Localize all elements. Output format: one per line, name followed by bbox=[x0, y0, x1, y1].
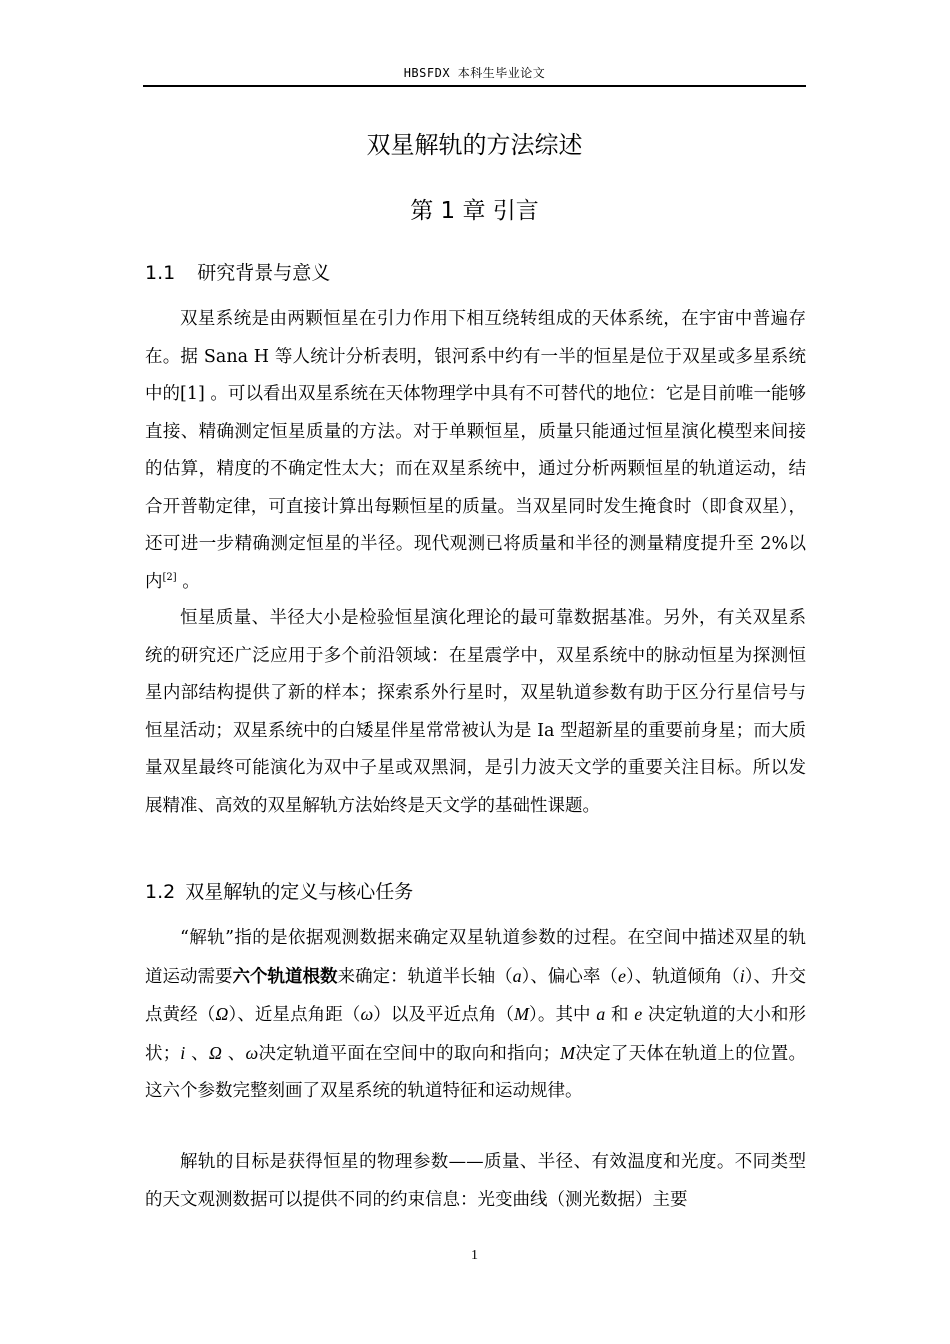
paragraph-1-1-1 bbox=[145, 301, 806, 601]
symbol-a: a bbox=[512, 965, 522, 986]
paragraph-text: 双星系统是由两颗恒星在引力作用下相互绕转组成的天体系统，在宇宙中普遍存在。据 Sana H 等人统计分析表明，银河系中约有一半的恒星是位于双星或多星系统中的[1] 。可以看出双星系统在天体物理学中具有不可替代的地位：它是目前唯一能够直接、精确测定恒星质量的方法。对于单颗恒星，质量只能通过恒星演化模型来间接的估算，精度的不确定性太大；而在双星系统中，通过分析两颗恒星的轨道运动，结合开普勒定律，可直接计算出每颗恒星的质量。当双星同时发生掩食时（即食双星），还可进一步精确测定恒星的半径。现代观测已将质量和半径的测量精度提升至 2%以内 bbox=[145, 309, 806, 592]
page-number: 1 bbox=[471, 1248, 478, 1263]
symbol-m: M bbox=[513, 1004, 529, 1024]
paragraph-text: ）、近星点角距（ bbox=[228, 1005, 361, 1025]
paragraph-1-2-2 bbox=[145, 1144, 806, 1219]
paragraph-text: 决定轨道的大小和形状； bbox=[145, 1005, 807, 1064]
paragraph-text: 解轨的目标是获得恒星的物理参数——质量、半径、有效温度和光度。不同类型的天文观测数据可以提供不同的约束信息：光变曲线（测光数据）主要 bbox=[145, 1152, 806, 1210]
paragraph-text: 。 bbox=[176, 571, 200, 592]
symbol-m: M bbox=[560, 1042, 576, 1063]
paragraph-text: ）、轨道倾角（ bbox=[625, 966, 740, 987]
section-number: 1.1 bbox=[145, 262, 176, 284]
paragraph-text: ）、升交点黄经（ bbox=[145, 966, 807, 1025]
symbol-i: i bbox=[180, 1042, 186, 1063]
symbol-a: a bbox=[596, 1004, 606, 1024]
paragraph-text: ）以及平近点角（ bbox=[373, 1005, 514, 1025]
symbol-omega-lower: ω bbox=[360, 1004, 374, 1024]
paragraph-text: “解轨”指的是依据观测数据来确定双星轨道参数的过程。在空间中描述双星的轨道运动需要 bbox=[145, 928, 806, 987]
running-header: HBSFDX 本科生毕业论文 bbox=[403, 66, 546, 80]
bold-term: 六个轨道根数 bbox=[232, 966, 338, 987]
chapter-heading: 第 1 章 引言 bbox=[410, 198, 539, 224]
symbol-i: i bbox=[739, 965, 745, 986]
paragraph-1-2-1 bbox=[145, 920, 806, 1111]
citation-ref: [2] bbox=[162, 571, 177, 583]
paragraph-text: 和 bbox=[605, 1005, 635, 1025]
header-rule bbox=[143, 85, 806, 87]
paragraph-text: 、 bbox=[221, 1043, 246, 1064]
paragraph-text: 、 bbox=[185, 1043, 209, 1064]
section-title: 双星解轨的定义与核心任务 bbox=[185, 881, 414, 903]
symbol-omega-upper: Ω bbox=[215, 1004, 229, 1024]
paragraph-text: ）、偏心率（ bbox=[521, 966, 618, 987]
paragraph-text: 决定了天体在轨道上的位置。这六个参数完整刻画了双星系统的轨道特征和运动规律。 bbox=[145, 1043, 807, 1101]
paragraph-text: 来确定：轨道半长轴（ bbox=[337, 966, 513, 987]
paragraph-1-1-2 bbox=[145, 600, 806, 825]
symbol-omega-upper: Ω bbox=[208, 1042, 222, 1063]
section-heading-1-2 bbox=[145, 877, 413, 904]
paragraph-text: 恒星质量、半径大小是检验恒星演化理论的最可靠数据基准。另外，有关双星系统的研究还广泛应用于多个前沿领域：在星震学中，双星系统中的脉动恒星为探测恒星内部结构提供了新的样本；探索系外行星时，双星轨道参数有助于区分行星信号与恒星活动；双星系统中的白矮星伴星常常被认为是 Ia 型超新星的重要前身星；而大质量双星最终可能演化为双中子星或双黑洞，是引力波天文学的重要关注目标。所以发展精准、高效的双星解轨方法始终是天文学的基础性课题。 bbox=[145, 608, 806, 816]
section-title: 研究背景与意义 bbox=[197, 262, 331, 284]
symbol-e: e bbox=[617, 965, 626, 986]
paragraph-text: ）。其中 bbox=[528, 1005, 597, 1025]
section-number: 1.2 bbox=[145, 881, 176, 903]
section-heading-1-1 bbox=[145, 258, 330, 285]
symbol-omega-lower: ω bbox=[245, 1042, 259, 1063]
symbol-e: e bbox=[634, 1004, 643, 1024]
paper-title: 双星解轨的方法综述 bbox=[366, 131, 583, 159]
paragraph-text: 决定轨道平面在空间中的取向和指向； bbox=[258, 1043, 561, 1064]
